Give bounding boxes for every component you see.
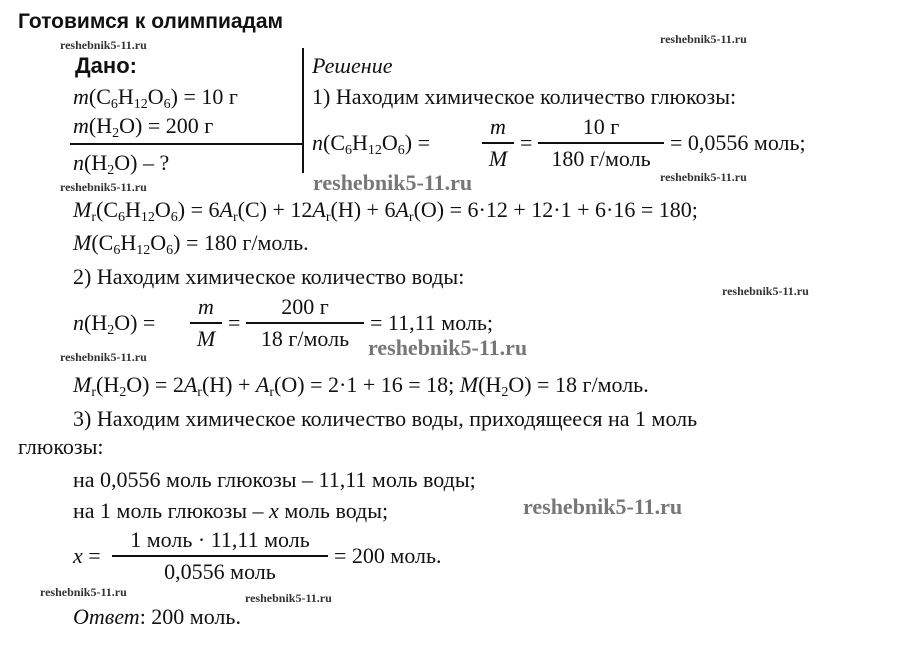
given-vertical-divider [302,48,304,173]
formula-x-lhs: x = [73,543,101,568]
watermark: reshebnik5-11.ru [660,170,747,184]
answer [73,604,241,630]
given-m-water-value: = 200 г [147,113,214,138]
formula-x-den: 0,0556 моль [164,558,276,584]
watermark: reshebnik5-11.ru [40,585,127,599]
mr-water: $M_r(H_2O) = 2A_r(H) + A_r(O) = 2\cdot 1 + 16 = 18$; $M(H_2O) = 18$ г/моль. [73,372,649,400]
formula1-fraction [538,114,664,172]
formula2-lhs: $n(H_2O)$ = [73,310,156,338]
given-m-water: $m(H_2O) = 200$ г [73,113,214,141]
given-m-glucose-value: = 10 г [183,84,238,109]
given-find: $n(H_2O)$ – ? [73,150,170,178]
formula2-m-over-M: m M [190,294,222,352]
page-title: Готовимся к олимпиадам [18,10,284,33]
watermark: reshebnik5-11.ru [523,494,683,519]
watermark: reshebnik5-11.ru [60,38,147,52]
proportion-line-2: на 1 моль глюкозы – x моль воды; [73,498,389,523]
formula2-result: = 11,11 моль; [370,310,494,335]
formula2-num: 200 г [281,294,329,319]
watermark: reshebnik5-11.ru [313,170,473,195]
molar-mass-glucose-value: = 180 г/моль. [185,230,309,255]
watermark: reshebnik5-11.ru [245,591,332,605]
step1-text: 1) Находим химическое количество глюкозы: [312,84,737,109]
given-m-glucose: $m(C_6H_{12}O_6) = 10$ г [73,84,238,112]
formula1-m-over-M: m M [482,114,514,172]
formula1-den: 180 г/моль [551,145,651,171]
step3-text-cont: глюкозы: [18,434,104,459]
proportion-line-2-a: на 1 моль глюкозы – [73,498,264,523]
formula-x-fraction [112,527,328,585]
watermark: reshebnik5-11.ru [60,180,147,194]
watermark: reshebnik5-11.ru [660,32,747,46]
step2-text: 2) Находим химическое количество воды: [73,264,465,289]
given-find-suffix: – ? [142,150,170,175]
solution-label: Решение [312,53,393,78]
formula2-den: 18 г/моль [260,325,350,351]
formula2-fraction [246,294,364,352]
step3-text: 3) Находим химическое количество воды, приходящееся на 1 моль [73,406,698,431]
molar-mass-glucose: $M(C_6H_{12}O_6) = 180$ г/моль. [73,230,309,258]
formula1-equals: = [520,130,533,155]
watermark: reshebnik5-11.ru [60,350,147,364]
answer-label: Ответ [73,604,140,629]
formula-x-num: 1 моль · 11,11 моль [130,527,310,552]
mr-glucose: $M_r(C_6H_{12}O_6) = 6A_r(C) + 12A_r(H) + 6A_r(O) = 6\cdot 12 + 12\cdot 1 + 6\cdot 16 = 180$; [73,197,698,225]
watermark: reshebnik5-11.ru [368,335,528,360]
formula1-result: = 0,0556 моль; [670,130,806,155]
answer-value: : 200 моль. [139,604,241,629]
proportion-line-2-b: моль воды; [284,498,389,523]
formula1-num: 10 г [582,114,620,139]
formula-x-result: = 200 моль. [334,543,442,568]
mr-glucose-calc: = 6·12 + 12·1 + 6·16 = 180; [449,197,698,222]
molar-mass-water-value: = 18 г/моль. [537,372,649,397]
formula1-lhs: $n(C_6H_{12}O_6)$ = [312,130,431,158]
given-label: Дано: [75,53,137,78]
mr-water-calc: = 2·1 + 16 = 18; [310,372,455,397]
formula2-equals: = [228,310,241,335]
watermark: reshebnik5-11.ru [722,284,809,298]
given-horizontal-divider [70,143,302,145]
proportion-line-1: на 0,0556 моль глюкозы – 11,11 моль воды; [73,467,476,492]
